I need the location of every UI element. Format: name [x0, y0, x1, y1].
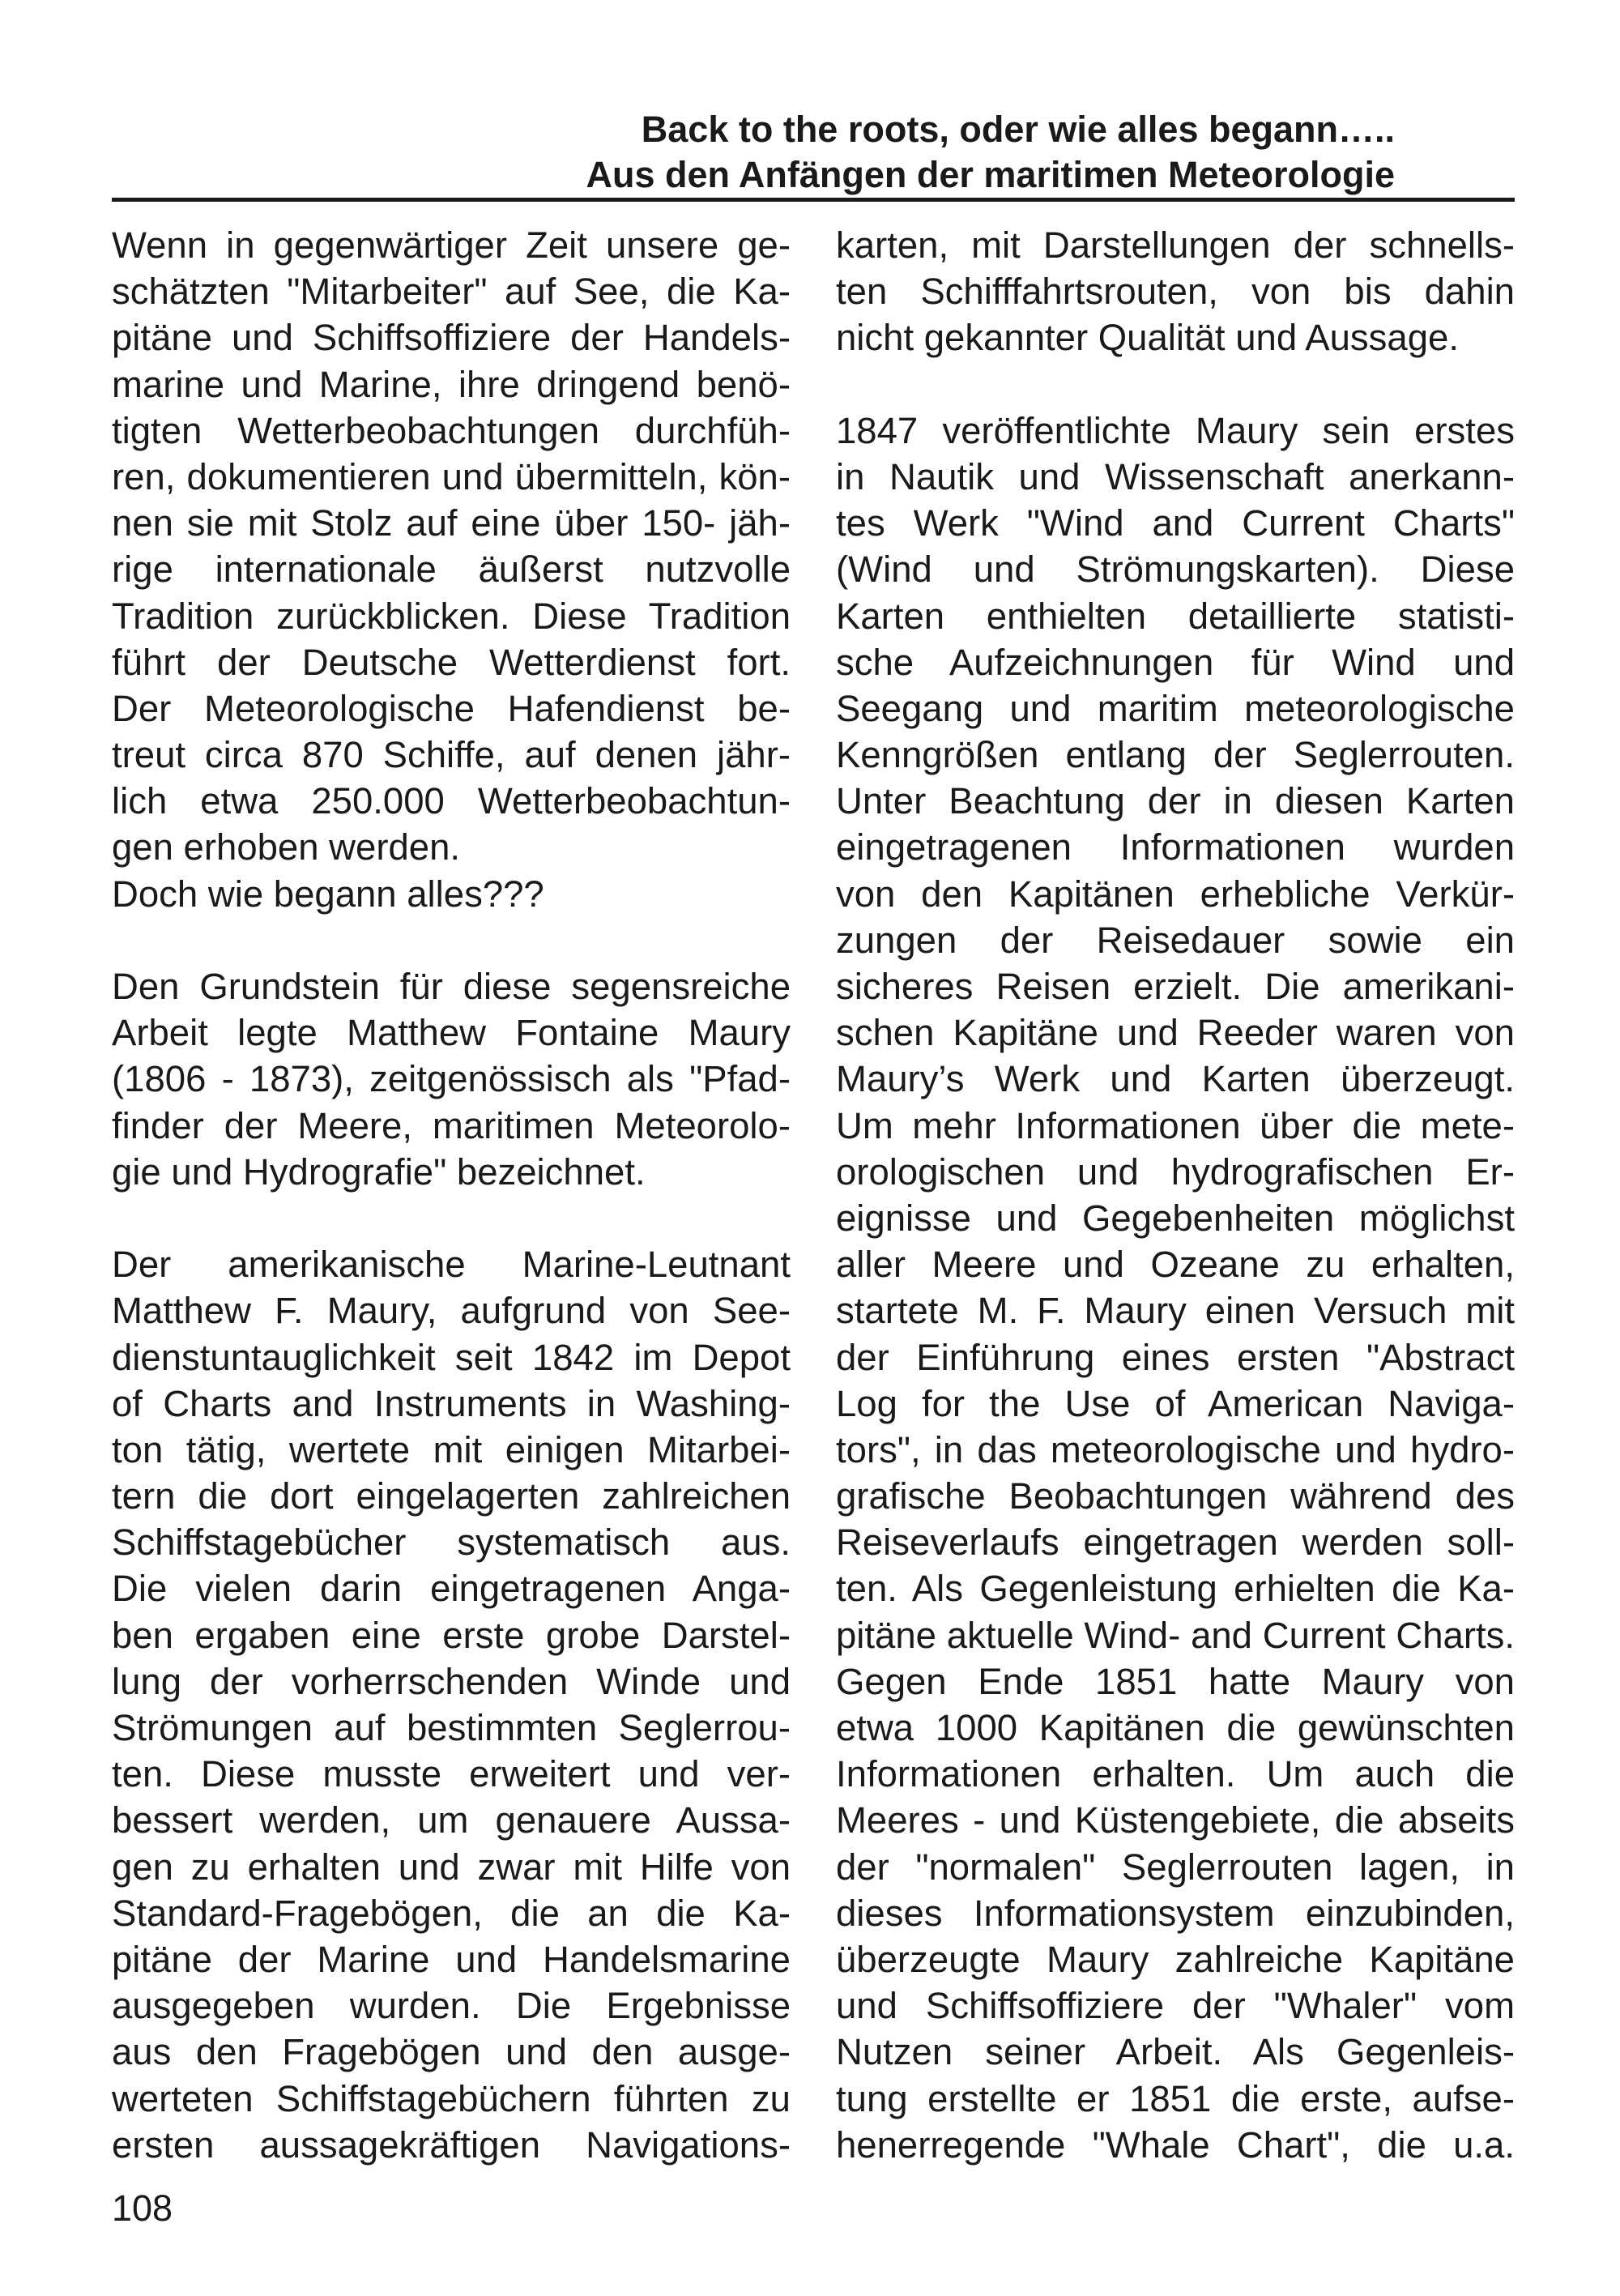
paragraph-spacer — [112, 1195, 791, 1241]
text-line: aller Meere und Ozeane zu erhalten, — [836, 1244, 1515, 1286]
text-line: Seegang und maritim meteorologische — [836, 687, 1515, 729]
text-line: der Einführung eines ersten "Abstract — [836, 1336, 1515, 1378]
text-line: tigten Wetterbeobachtungen durchfüh- — [112, 409, 791, 451]
text-line: Tradition zurückblicken. Diese Tradition — [112, 595, 791, 637]
text-line: treut circa 870 Schiffe, auf denen jähr- — [112, 734, 791, 776]
text-line: schen Kapitäne und Reeder waren von — [836, 1012, 1515, 1054]
text-line: der "normalen" Seglerrouten lagen, in — [836, 1846, 1515, 1888]
text-line: Um mehr Informationen über die mete- — [836, 1104, 1515, 1146]
text-line: Karten enthielten detaillierte statisti- — [836, 595, 1515, 637]
text-line: schätzten "Mitarbeiter" auf See, die Ka- — [112, 271, 791, 313]
text-line: Standard-Fragebögen, die an die Ka- — [112, 1892, 791, 1934]
text-line: ten. Als Gegenleistung erhielten die Ka- — [836, 1568, 1515, 1610]
text-line: 1847 veröffentlichte Maury sein erstes — [836, 409, 1515, 451]
text-line: zungen der Reisedauer sowie ein — [836, 919, 1515, 961]
text-line: sicheres Reisen erzielt. Die amerikani- — [836, 966, 1515, 1007]
text-line: führt der Deutsche Wetterdienst fort. — [112, 641, 791, 683]
text-line: in Nautik und Wissenschaft anerkann- — [836, 455, 1515, 497]
text-line: ausgegeben wurden. Die Ergebnisse — [112, 1985, 791, 2027]
text-line: Der amerikanische Marine-Leutnant — [112, 1244, 791, 1286]
text-line: von den Kapitänen erhebliche Verkür- — [836, 873, 1515, 915]
text-line: Meeres - und Küstengebiete, die abseits — [836, 1799, 1515, 1841]
text-line: tung erstellte er 1851 die erste, aufse- — [836, 2077, 1515, 2119]
text-line: Der Meteorologische Hafendienst be- — [112, 687, 791, 729]
text-line: Kenngrößen entlang der Seglerrouten. — [836, 734, 1515, 776]
text-line: finder der Meere, maritimen Meteorolo- — [112, 1104, 791, 1146]
text-line: pitäne aktuelle Wind- and Current Charts. — [836, 1614, 1515, 1656]
text-line: ton tätig, wertete mit einigen Mitarbei- — [112, 1428, 791, 1470]
text-line: Log for the Use of American Naviga- — [836, 1382, 1515, 1424]
text-line: Gegen Ende 1851 hatte Maury von — [836, 1660, 1515, 1702]
text-line: ben ergaben eine erste grobe Darstel- — [112, 1614, 791, 1656]
text-line: Informationen erhalten. Um auch die — [836, 1753, 1515, 1795]
text-line: Doch wie begann alles??? — [112, 873, 544, 915]
text-line: rige internationale äußerst nutzvolle — [112, 548, 791, 591]
text-line: aus den Fragebögen und den ausge- — [112, 2031, 791, 2073]
text-line: gie und Hydrografie" bezeichnet. — [112, 1150, 646, 1193]
text-line: Matthew F. Maury, aufgrund von See- — [112, 1290, 791, 1332]
text-line: (Wind und Strömungskarten). Diese — [836, 548, 1515, 591]
text-line: etwa 1000 Kapitänen die gewünschten — [836, 1707, 1515, 1748]
text-line: Den Grundstein für diese segensreiche — [112, 966, 791, 1007]
text-line: gen zu erhalten und zwar mit Hilfe von — [112, 1846, 791, 1888]
text-line: lung der vorherrschenden Winde und — [112, 1660, 791, 1702]
text-line: eignisse und Gegebenheiten möglichst — [836, 1197, 1515, 1239]
text-line: Die vielen darin eingetragenen Anga- — [112, 1568, 791, 1610]
text-line: orologischen und hydrografischen Er- — [836, 1150, 1515, 1193]
text-line: tern die dort eingelagerten zahlreichen — [112, 1475, 791, 1517]
article-title-line-1: Back to the roots, oder wie alles begann….. — [641, 109, 1395, 150]
left-text-column — [112, 222, 791, 2168]
text-line: Nutzen seiner Arbeit. Als Gegenleis- — [836, 2031, 1515, 2073]
text-line: nen sie mit Stolz auf eine über 150- jäh- — [112, 502, 791, 544]
right-text-column — [836, 222, 1515, 2168]
header-rule — [112, 198, 1515, 202]
text-line: Wenn in gegenwärtiger Zeit unsere ge- — [112, 224, 791, 266]
text-line: Reiseverlaufs eingetragen werden soll- — [836, 1521, 1515, 1564]
text-line: pitäne und Schiffsoffiziere der Handels- — [112, 317, 791, 359]
text-line: startete M. F. Maury einen Versuch mit — [836, 1290, 1515, 1332]
text-line: nicht gekannter Qualität und Aussage. — [836, 317, 1459, 359]
text-line: karten, mit Darstellungen der schnells- — [836, 224, 1515, 266]
text-line: bessert werden, um genauere Aussa- — [112, 1799, 791, 1841]
text-line: grafische Beobachtungen während des — [836, 1475, 1515, 1517]
text-line: Unter Beachtung der in diesen Karten — [836, 780, 1515, 822]
text-line: ren, dokumentieren und übermitteln, kön- — [112, 455, 791, 497]
text-line: lich etwa 250.000 Wetterbeobachtun- — [112, 780, 791, 822]
text-line: Maury’s Werk und Karten überzeugt. — [836, 1058, 1515, 1100]
page-number: 108 — [112, 2187, 173, 2229]
text-line: dieses Informationsystem einzubinden, — [836, 1892, 1515, 1934]
text-line: dienstuntauglichkeit seit 1842 im Depot — [112, 1336, 791, 1378]
text-line: Schiffstagebücher systematisch aus. — [112, 1521, 791, 1564]
text-line: tes Werk "Wind and Current Charts" — [836, 502, 1515, 544]
text-line: ten. Diese musste erweitert und ver- — [112, 1753, 791, 1795]
text-line: überzeugte Maury zahlreiche Kapitäne — [836, 1938, 1515, 1980]
text-line: ersten aussagekräftigen Navigations- — [112, 2123, 791, 2166]
paragraph-spacer — [836, 361, 1515, 408]
text-line: tors", in das meteorologische und hydro- — [836, 1428, 1515, 1470]
text-line: gen erhoben werden. — [112, 826, 461, 868]
text-line: of Charts and Instruments in Washing- — [112, 1382, 791, 1424]
text-line: und Schiffsoffiziere der "Whaler" vom — [836, 1985, 1515, 2027]
text-line: marine und Marine, ihre dringend benö- — [112, 363, 791, 405]
paragraph-spacer — [112, 917, 791, 963]
text-line: Arbeit legte Matthew Fontaine Maury — [112, 1012, 791, 1054]
text-line: werteten Schiffstagebüchern führten zu — [112, 2077, 791, 2119]
article-header — [112, 107, 1515, 198]
text-line: eingetragenen Informationen wurden — [836, 826, 1515, 868]
text-line: (1806 - 1873), zeitgenössisch als "Pfad- — [112, 1058, 791, 1100]
text-line: pitäne der Marine und Handelsmarine — [112, 1938, 791, 1980]
text-line: Strömungen auf bestimmten Seglerrou- — [112, 1707, 791, 1748]
text-line: ten Schifffahrtsrouten, von bis dahin — [836, 271, 1515, 313]
article-title-line-2: Aus den Anfängen der maritimen Meteorologie — [586, 154, 1395, 195]
text-line: sche Aufzeichnungen für Wind und — [836, 641, 1515, 683]
text-line: henerregende "Whale Chart", die u.a. — [836, 2123, 1515, 2166]
